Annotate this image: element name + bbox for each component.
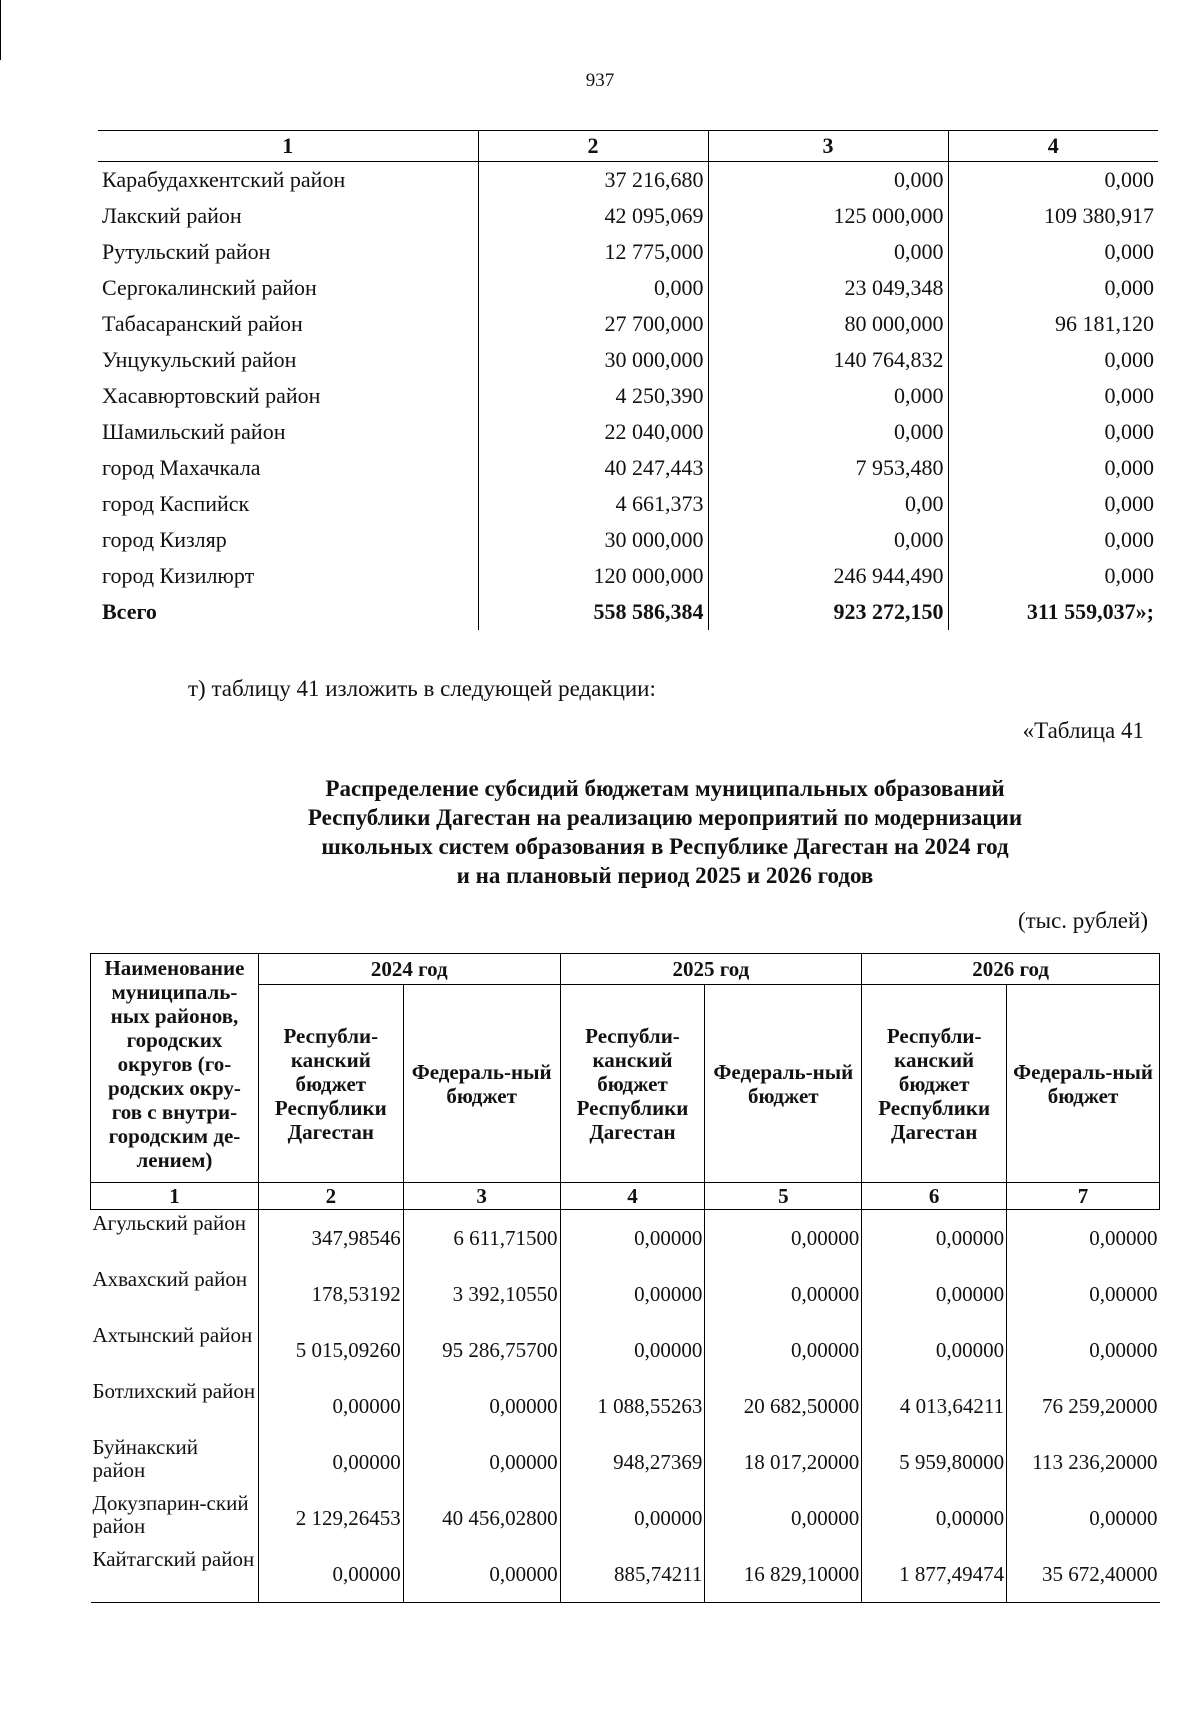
district-name: город Кизляр [102, 527, 227, 552]
value-cell: 246 944,490 [708, 558, 948, 594]
value-cell: 0,000 [708, 234, 948, 270]
value-cell: 7 953,480 [708, 450, 948, 486]
title-line: школьных систем образования в Республике Дагестан на 2024 год [321, 834, 1009, 859]
table-row [98, 414, 1158, 450]
value-cell: 80 000,000 [708, 306, 948, 342]
value-cell: 2 129,26453 [258, 1490, 403, 1546]
federal-budget-header: Федераль-ный бюджет [705, 985, 862, 1183]
table-row [91, 1378, 1160, 1434]
year-header: 2026 год [862, 954, 1160, 985]
col-number: 4 [560, 1183, 705, 1210]
value-cell: 0,00000 [705, 1322, 862, 1378]
value-cell: 3 392,10550 [403, 1266, 560, 1322]
district-name: город Каспийск [102, 491, 250, 516]
value-cell: 0,000 [948, 162, 1158, 199]
table-row [98, 522, 1158, 558]
value-cell: 140 764,832 [708, 342, 948, 378]
table-row [91, 1322, 1160, 1378]
value-cell: 5 959,80000 [862, 1434, 1007, 1490]
title-line: Распределение субсидий бюджетам муниципальных образований [325, 776, 1005, 801]
subsidy-table [90, 953, 1160, 1603]
col-header: 3 [708, 131, 948, 162]
value-cell: 95 286,75700 [403, 1322, 560, 1378]
value-cell: 0,00000 [560, 1322, 705, 1378]
year-header: 2024 год [258, 954, 560, 985]
district-name: Буйнакский район [91, 1434, 259, 1490]
district-name: Ахтынский район [91, 1322, 259, 1378]
continued-table [98, 130, 1158, 630]
value-cell: 109 380,917 [948, 198, 1158, 234]
value-cell: 6 611,71500 [403, 1210, 560, 1267]
value-cell: 0,000 [948, 450, 1158, 486]
table-row [91, 1210, 1160, 1267]
amendment-instruction: т) таблицу 41 изложить в следующей редакции: [188, 676, 656, 701]
value-cell: 0,000 [948, 414, 1158, 450]
value-cell: 0,00000 [258, 1434, 403, 1490]
year-header-row [91, 954, 1160, 985]
value-cell: 0,00000 [403, 1434, 560, 1490]
value-cell: 0,000 [708, 522, 948, 558]
district-name: Шамильский район [102, 419, 286, 444]
col-header: 2 [478, 131, 708, 162]
table-row [98, 486, 1158, 522]
table-row [98, 162, 1158, 199]
col-header: 1 [98, 131, 478, 162]
value-cell: 948,27369 [560, 1434, 705, 1490]
col-header: 4 [948, 131, 1158, 162]
table-row [98, 270, 1158, 306]
value-cell: 0,00000 [862, 1210, 1007, 1267]
value-cell: 35 672,40000 [1007, 1546, 1160, 1603]
district-name: Карабудахкентский район [102, 167, 346, 192]
value-cell: 178,53192 [258, 1266, 403, 1322]
value-cell: 20 682,50000 [705, 1378, 862, 1434]
total-row [98, 594, 1158, 630]
table-row [98, 342, 1158, 378]
value-cell: 0,00000 [560, 1266, 705, 1322]
total-label: Всего [102, 599, 157, 624]
district-name: Табасаранский район [102, 311, 303, 336]
district-name: Ботлихский район [91, 1378, 259, 1434]
table-title [0, 774, 1200, 890]
value-cell: 18 017,20000 [705, 1434, 862, 1490]
table-row [98, 558, 1158, 594]
value-cell: 0,00000 [705, 1266, 862, 1322]
value-cell: 0,00000 [705, 1210, 862, 1267]
title-line: и на плановый период 2025 и 2026 годов [456, 863, 874, 888]
value-cell: 0,00000 [560, 1210, 705, 1267]
value-cell: 0,00000 [1089, 1337, 1158, 1362]
table-row [91, 1546, 1160, 1603]
name-header: Наименование муниципаль-ных районов, городских округов (го-родских окру-гов с внутри-городским де-лением) [91, 954, 259, 1183]
col-number: 6 [862, 1183, 1007, 1210]
col-number: 5 [705, 1183, 862, 1210]
value-cell: 40 456,02800 [403, 1490, 560, 1546]
value-cell: 76 259,20000 [1042, 1393, 1158, 1418]
table-row [91, 1266, 1160, 1322]
value-cell: 40 247,443 [478, 450, 708, 486]
value-cell: 0,000 [948, 342, 1158, 378]
value-cell: 0,00000 [403, 1546, 560, 1603]
value-cell: 30 000,000 [478, 522, 708, 558]
value-cell: 1 088,55263 [560, 1378, 705, 1434]
col-number: 7 [1007, 1183, 1160, 1210]
district-name: Сергокалинский район [102, 275, 317, 300]
value-cell: 4 250,390 [478, 378, 708, 414]
value-cell: 42 095,069 [478, 198, 708, 234]
table-label: «Таблица 41 [1022, 718, 1144, 743]
value-cell: 96 181,120 [948, 306, 1158, 342]
total-value: 311 559,037»; [948, 594, 1158, 630]
value-cell: 5 015,09260 [258, 1322, 403, 1378]
table-row [98, 198, 1158, 234]
value-cell: 120 000,000 [478, 558, 708, 594]
value-cell: 0,00000 [862, 1322, 1007, 1378]
value-cell: 0,00000 [1089, 1225, 1158, 1250]
district-name: Кайтагский район [91, 1546, 259, 1603]
column-number-row [91, 1183, 1160, 1210]
value-cell: 0,000 [478, 270, 708, 306]
table-row [98, 234, 1158, 270]
col-number: 1 [91, 1183, 259, 1210]
total-value: 923 272,150 [708, 594, 948, 630]
republic-budget-header: Республи-канский бюджет Республики Дагестан [560, 985, 705, 1183]
value-cell: 0,00000 [258, 1546, 403, 1603]
scan-edge-mark [0, 0, 4, 60]
value-cell: 1 877,49474 [862, 1546, 1007, 1603]
value-cell: 0,00000 [403, 1378, 560, 1434]
table-row [98, 378, 1158, 414]
district-name: Хасавюртовский район [102, 383, 321, 408]
column-number-row [98, 131, 1158, 162]
district-name: Ахвахский район [91, 1266, 259, 1322]
value-cell: 37 216,680 [478, 162, 708, 199]
value-cell: 113 236,20000 [1032, 1449, 1158, 1474]
value-cell: 0,000 [948, 522, 1158, 558]
district-name: Рутульский район [102, 239, 271, 264]
value-cell: 0,000 [948, 234, 1158, 270]
value-cell: 0,00000 [862, 1490, 1007, 1546]
value-cell: 0,000 [948, 378, 1158, 414]
value-cell: 0,000 [948, 270, 1158, 306]
value-cell: 0,00000 [705, 1490, 862, 1546]
district-name: Агульский район [91, 1210, 259, 1267]
value-cell: 0,000 [708, 378, 948, 414]
value-cell: 4 013,64211 [862, 1378, 1007, 1434]
col-number: 2 [258, 1183, 403, 1210]
federal-budget-header: Федераль-ный бюджет [403, 985, 560, 1183]
value-cell: 0,00000 [1089, 1281, 1158, 1306]
federal-budget-header: Федераль-ный бюджет [1007, 985, 1160, 1183]
total-value: 558 586,384 [478, 594, 708, 630]
value-cell: 0,000 [948, 486, 1158, 522]
value-cell: 0,00000 [258, 1378, 403, 1434]
year-header: 2025 год [560, 954, 862, 985]
district-name: город Кизилюрт [102, 563, 255, 588]
value-cell: 0,00000 [1089, 1505, 1158, 1530]
value-cell: 125 000,000 [708, 198, 948, 234]
value-cell: 0,00 [708, 486, 948, 522]
col-number: 3 [403, 1183, 560, 1210]
table-row [98, 450, 1158, 486]
table-row [91, 1434, 1160, 1490]
value-cell: 0,000 [948, 558, 1158, 594]
value-cell: 0,000 [708, 162, 948, 199]
district-name: Унцукульский район [102, 347, 297, 372]
republic-budget-header: Республи-канский бюджет Республики Дагестан [258, 985, 403, 1183]
value-cell: 12 775,000 [478, 234, 708, 270]
value-cell: 347,98546 [258, 1210, 403, 1267]
value-cell: 4 661,373 [478, 486, 708, 522]
table-row [98, 306, 1158, 342]
value-cell: 0,00000 [862, 1266, 1007, 1322]
value-cell: 30 000,000 [478, 342, 708, 378]
unit-label: (тыс. рублей) [1017, 908, 1148, 933]
value-cell: 0,000 [708, 414, 948, 450]
value-cell: 22 040,000 [478, 414, 708, 450]
value-cell: 16 829,10000 [705, 1546, 862, 1603]
value-cell: 885,74211 [560, 1546, 705, 1603]
district-name: город Махачкала [102, 455, 261, 480]
republic-budget-header: Республи-канский бюджет Республики Дагестан [862, 985, 1007, 1183]
table-row [91, 1490, 1160, 1546]
district-name: Лакский район [102, 203, 242, 228]
title-line: Республики Дагестан на реализацию мероприятий по модернизации [307, 805, 1023, 830]
page-number: 937 [585, 70, 615, 91]
value-cell: 27 700,000 [478, 306, 708, 342]
value-cell: 23 049,348 [708, 270, 948, 306]
value-cell: 0,00000 [560, 1490, 705, 1546]
district-name: Докузпарин-ский район [91, 1490, 259, 1546]
